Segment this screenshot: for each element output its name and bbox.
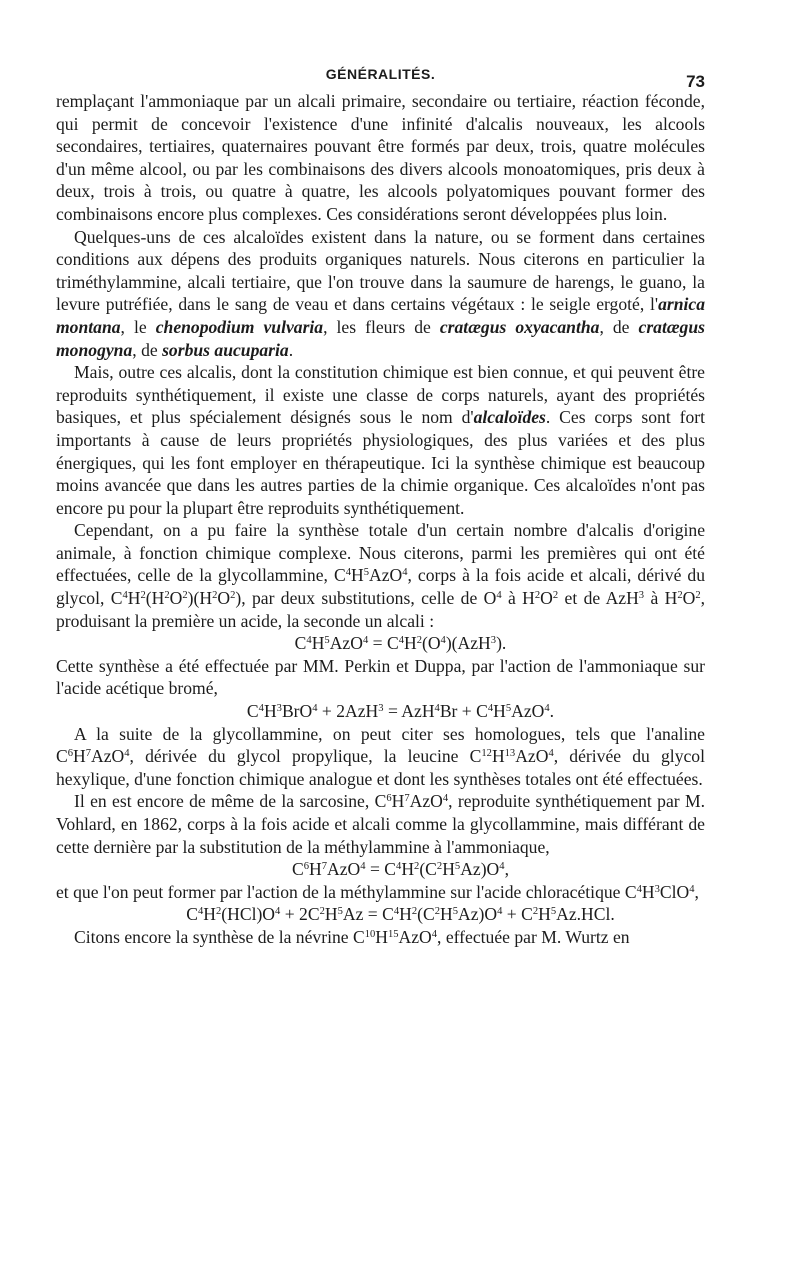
- text-run: H: [350, 565, 364, 586]
- text-run: = C: [365, 859, 397, 880]
- text-run: )(H: [187, 588, 213, 609]
- running-title: GÉNÉRALITÉS.: [325, 66, 436, 82]
- paragraph: [56, 226, 705, 362]
- text-run: Quelques-uns de ces alcaloïdes existent dans la nature, ou se forment dans certaines conditions aux dépens des produits organiques naturels. Nous citerons en particulier la triméthylammine, alcali tertiaire, que l'on trouve dans la saumure de harengs, le guano, la levure putréfiée, dans le sang de veau et dans certains végétaux : le seigle ergoté, l': [56, 226, 705, 315]
- text-run: H: [493, 701, 506, 722]
- text-run: ,: [694, 881, 699, 902]
- text-run: , les fleurs de: [323, 316, 440, 337]
- text-run: H: [391, 791, 405, 812]
- page-number: 73: [686, 72, 705, 91]
- superscript: 2: [182, 590, 188, 602]
- superscript: 2: [436, 861, 443, 873]
- text-run: AzO: [91, 746, 125, 767]
- text-run: Cependant, on a pu faire la synthèse totale d'un certain nombre d'alcalis d'origine animale, à fonction chimique complexe. Nous citerons, parmi les premières qui ont été effectuées, celle de la glycollammine, C: [56, 520, 705, 586]
- paragraph: [56, 90, 705, 226]
- superscript: 2: [411, 906, 418, 918]
- chemical-formula: [56, 903, 705, 926]
- italic-term: chenopodium vulvaria: [155, 316, 324, 337]
- superscript: 4: [306, 635, 312, 647]
- text-run: à H: [644, 588, 678, 609]
- text-run: H: [491, 746, 505, 767]
- text-run: ).: [496, 633, 507, 654]
- superscript: 2: [677, 590, 683, 602]
- text-run: H: [401, 859, 415, 880]
- text-run: H: [403, 633, 417, 654]
- italic-term: cratægus oxyacantha: [439, 316, 600, 337]
- superscript: 2: [140, 590, 146, 602]
- text-run: Il en est encore de même de la sarcosine, C: [74, 791, 387, 812]
- text-run: AzO: [327, 859, 361, 880]
- superscript: 4: [124, 748, 130, 760]
- text-run: , corps à la fois acide et alcali, dérivé du glycol, C: [56, 565, 706, 609]
- text-run: (HCl)O: [221, 904, 276, 925]
- superscript: 4: [431, 929, 438, 941]
- text-run: (H: [145, 588, 165, 609]
- superscript: 2: [434, 906, 440, 918]
- superscript: 4: [197, 906, 204, 918]
- text-run: H: [399, 904, 412, 925]
- body-text: [56, 90, 705, 949]
- superscript: 12: [481, 748, 492, 760]
- text-run: Citons encore la synthèse de la névrine C: [74, 926, 365, 947]
- text-run: O: [540, 588, 553, 609]
- text-run: .: [549, 701, 555, 722]
- page-header: [56, 64, 705, 90]
- text-run: Mais, outre ces alcalis, dont la constitution chimique est bien connue, et qui peuvent être reproduits synthétiquement, il existe une classe de corps naturels, ayant des propriétés basiques, et plus spécialement désignés sous le nom d': [56, 362, 705, 428]
- superscript: 4: [398, 635, 404, 647]
- superscript: 5: [337, 906, 343, 918]
- text-run: H: [375, 926, 388, 947]
- text-run: et que l'on peut former par l'action de la méthylammine sur l'acide chloracétique C: [56, 881, 637, 902]
- superscript: 5: [550, 906, 557, 918]
- paragraph: [56, 723, 705, 791]
- text-run: )(AzH: [445, 633, 491, 654]
- text-run: BrO: [281, 701, 313, 722]
- superscript: 4: [497, 906, 503, 918]
- text-run: H: [439, 904, 453, 925]
- text-run: = AzH: [383, 701, 435, 722]
- superscript: 5: [324, 635, 330, 647]
- text-run: (C: [419, 859, 437, 880]
- superscript: 5: [505, 703, 512, 715]
- text-run: H: [309, 859, 322, 880]
- italic-term: alcaloïdes: [473, 407, 546, 428]
- text-run: + C: [502, 904, 533, 925]
- paragraph: [56, 926, 705, 949]
- superscript: 3: [490, 635, 497, 647]
- text-run: H: [203, 904, 216, 925]
- superscript: 6: [386, 793, 392, 805]
- paragraph: [56, 790, 705, 858]
- text-run: . Ces corps sont fort importants à cause de leurs propriétés physiologiques, des plus variées et des plus énergiques, qui les font employer en thérapeutique. Ici la synthèse chimique est beaucoup moins avancée que dans les autres parties de la chimie organique. Ces alcaloïdes n'ont pas encore pu pour la plupart être reproduits synthétiquement.: [56, 407, 705, 518]
- superscript: 5: [452, 906, 458, 918]
- superscript: 3: [276, 703, 282, 715]
- superscript: 4: [440, 635, 446, 647]
- superscript: 2: [414, 861, 420, 873]
- paragraph: [56, 655, 705, 700]
- superscript: 13: [504, 748, 516, 760]
- text-run: Az)O: [457, 904, 498, 925]
- chemical-formula: [56, 632, 705, 655]
- superscript: 4: [496, 590, 502, 602]
- superscript: 2: [416, 635, 422, 647]
- superscript: 10: [364, 929, 376, 941]
- superscript: 4: [312, 703, 318, 715]
- superscript: 4: [258, 703, 264, 715]
- superscript: 6: [303, 861, 310, 873]
- text-run: AzO: [329, 633, 363, 654]
- superscript: 5: [454, 861, 461, 873]
- superscript: 2: [212, 590, 218, 602]
- superscript: 3: [654, 883, 660, 895]
- superscript: 2: [215, 906, 222, 918]
- superscript: 2: [695, 590, 701, 602]
- superscript: 4: [487, 703, 494, 715]
- superscript: 2: [319, 906, 325, 918]
- text-run: AzO: [398, 926, 432, 947]
- text-run: , effectuée par M. Wurtz en: [437, 926, 630, 947]
- text-run: H: [311, 633, 325, 654]
- text-run: Az.HCl.: [556, 904, 615, 925]
- italic-term: sorbus aucuparia: [162, 339, 289, 360]
- superscript: 3: [638, 590, 645, 602]
- superscript: 2: [164, 590, 170, 602]
- italic-term: arnica montana: [56, 294, 705, 337]
- text-run: , dérivée du glycol propylique, la leucine C: [129, 746, 482, 767]
- text-run: C: [186, 904, 198, 925]
- text-run: , produisant la première un acide, la seconde un alcali :: [56, 588, 706, 631]
- text-run: H: [263, 701, 277, 722]
- text-run: ClO: [659, 881, 690, 902]
- text-run: O: [217, 588, 231, 609]
- text-run: C: [292, 859, 304, 880]
- text-run: O: [169, 588, 183, 609]
- superscript: 4: [499, 861, 505, 873]
- paragraph: [56, 361, 705, 519]
- text-run: H: [324, 904, 338, 925]
- text-run: , de: [132, 339, 163, 360]
- superscript: 4: [393, 906, 400, 918]
- superscript: 4: [362, 635, 369, 647]
- superscript: 15: [387, 929, 399, 941]
- superscript: 4: [442, 793, 449, 805]
- superscript: 2: [552, 590, 559, 602]
- superscript: 4: [636, 883, 642, 895]
- chemical-formula: [56, 700, 705, 723]
- text-run: H: [538, 904, 551, 925]
- superscript: 4: [396, 861, 402, 873]
- superscript: 4: [689, 883, 695, 895]
- superscript: 3: [378, 703, 384, 715]
- paragraph: [56, 881, 705, 904]
- text-run: O: [682, 588, 696, 609]
- text-run: (C: [417, 904, 435, 925]
- superscript: 4: [360, 861, 366, 873]
- text-run: remplaçant l'ammoniaque par un alcali primaire, secondaire ou tertiaire, réaction féconde, qui permit de concevoir l'existence d'une infinité d'alcalis nouveaux, les alcools secondaires, tertiaires, quaternaires pouvant être formés par deux, trois, quatre molécules d'un même alcool, ou par les combinaisons des divers alcools monoatomiques, pris deux à deux, trois à trois, ou quatre à quatre, les alcools polyatomiques pouvant former des combinaisons encore plus complexes. Ces considérations seront développées plus loin.: [56, 91, 705, 224]
- superscript: 5: [363, 567, 369, 579]
- superscript: 2: [532, 906, 539, 918]
- superscript: 7: [321, 861, 328, 873]
- text-run: C: [246, 701, 259, 722]
- text-run: ), par deux substitutions, celle de O: [235, 588, 497, 609]
- italic-term: cratægus monogyna: [56, 316, 705, 360]
- text-run: .: [288, 339, 294, 360]
- text-run: , reproduite synthétiquement par M. Vohlard, en 1862, corps à la fois acide et alcali comme la glycollammine, mais différant de cette dernière par la substitution de la méthylammine à l'ammoniaque,: [56, 791, 706, 857]
- superscript: 7: [404, 793, 410, 805]
- paragraph: [56, 519, 705, 632]
- superscript: 4: [548, 748, 554, 760]
- text-run: H: [442, 859, 455, 880]
- superscript: 6: [67, 748, 74, 760]
- text-run: H: [641, 881, 655, 902]
- text-run: (O: [421, 633, 441, 654]
- text-run: = C: [368, 633, 399, 654]
- text-run: A la suite de la glycollammine, on peut citer ses homologues, tels que l'analine C: [56, 723, 705, 767]
- chemical-formula: [56, 858, 705, 881]
- text-run: AzO: [515, 746, 549, 767]
- superscript: 4: [434, 703, 440, 715]
- superscript: 4: [345, 567, 351, 579]
- superscript: 4: [402, 567, 408, 579]
- text-run: à H: [501, 588, 535, 609]
- text-run: AzO: [409, 791, 443, 812]
- text-run: , de: [599, 316, 639, 337]
- text-run: et de AzH: [558, 588, 639, 609]
- text-run: Cette synthèse a été effectuée par MM. Perkin et Duppa, par l'action de l'ammoniaque sur l'acide acétique bromé,: [56, 655, 705, 699]
- text-run: AzO: [511, 701, 545, 722]
- superscript: 2: [230, 590, 236, 602]
- text-run: + 2C: [280, 904, 320, 925]
- superscript: 7: [85, 748, 92, 760]
- text-run: Az)O: [460, 859, 500, 880]
- text-run: H: [127, 588, 141, 609]
- superscript: 4: [122, 590, 128, 602]
- text-run: , dérivée du glycol hexylique, d'une fonction chimique analogue et dont les synthèses totales ont été effectuées.: [56, 746, 705, 789]
- superscript: 4: [544, 703, 550, 715]
- text-run: , le: [120, 316, 156, 337]
- superscript: 2: [534, 590, 541, 602]
- text-run: H: [73, 746, 86, 767]
- text-run: Az = C: [342, 904, 394, 925]
- text-run: AzO: [368, 565, 403, 586]
- text-run: Br + C: [439, 701, 488, 722]
- text-run: C: [294, 633, 307, 654]
- superscript: 4: [275, 906, 281, 918]
- text-run: ,: [504, 859, 509, 880]
- text-run: + 2AzH: [317, 701, 379, 722]
